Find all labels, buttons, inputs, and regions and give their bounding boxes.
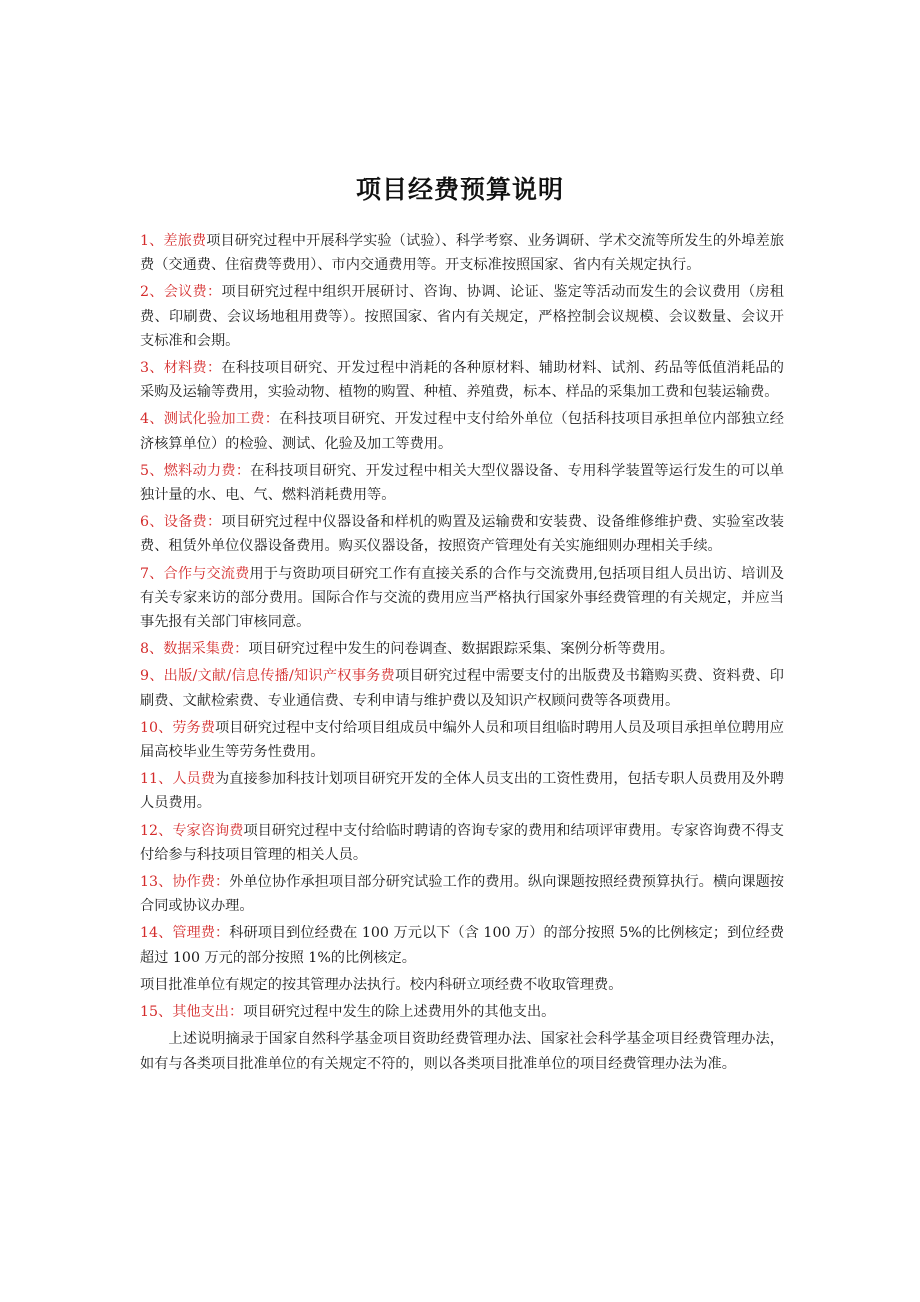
item-label: 9、出版/文献/信息传播/知识产权事务费 [140,668,395,685]
item-label: 14、管理费： [140,925,230,942]
item-label: 8、数据采集费： [140,641,249,658]
item-text: 项目研究过程中开展科学实验（试验）、科学考察、业务调研、学术交流等所发生的外埠差旅费（交通费、住宿费等费用）、市内交通费用等。开支标准按照国家、省内有关规定执行。 [140,233,785,274]
item-testing [140,407,784,455]
item-text: 项目研究过程中支付给项目组成员中编外人员和项目组临时聘用人员及项目承担单位聘用应届高校毕业生等劳务性费用。 [140,719,784,761]
item-collaboration [140,870,784,918]
item-personnel [140,767,784,815]
item-text: 项目研究过程中组织开展研讨、咨询、协调、论证、鉴定等活动而发生的会议费用（房租费、印刷费、会议场地租用费等）。按照国家、省内有关规定，严格控制会议规模、会议数量、会议开支标准和会期。 [140,284,784,349]
item-data-collection [140,637,784,661]
item-label: 12、专家咨询费 [140,822,244,839]
item-text: 项目研究过程中发生的除上述费用外的其他支出。 [243,1004,556,1021]
item-label: 2、会议费： [140,284,222,301]
budget-explanation-body [140,229,784,1076]
item-text: 外单位协作承担项目部分研究试验工作的费用。纵向课题按照经费预算执行。横向课题按合同或协议办理。 [140,874,784,915]
item-label: 7、合作与交流费 [140,565,250,582]
item-label: 5、燃料动力费： [140,462,251,479]
item-expert-consulting [140,819,784,867]
item-text: 项目研究过程中仪器设备和样机的购置及运输费和安装费、设备维修维护费、实验室改装费、租赁外单位仪器设备费用。购买仪器设备，按照资产管理处有关实施细则办理相关手续。 [140,514,784,555]
item-label: 11、人员费 [140,771,215,788]
item-equipment [140,510,784,558]
item-travel [140,229,784,277]
page-title: 项目经费预算说明 [355,175,564,204]
item-text: 项目研究过程中需要支付的出版费及书籍购买费、资料费、印刷费、文献检索费、专业通信费、专利申请与维护费以及知识产权顾问费等各项费用。 [140,668,784,709]
item-text: 在科技项目研究、开发过程中相关大型仪器设备、专用科学装置等运行发生的可以单独计量的水、电、气、燃料消耗费用等。 [140,462,784,504]
item-publication [140,664,784,712]
item-label: 4、测试化验加工费： [140,411,280,428]
item-label: 15、其他支出： [140,1004,244,1021]
item-materials [140,356,784,404]
item-label: 3、材料费： [140,360,222,377]
item-text: 在科技项目研究、开发过程中消耗的各种原材料、辅助材料、试剂、药品等低值消耗品的采购及运输等费用，实验动物、植物的购置、种植、养殖费，标本、样品的采集加工费和包装运输费。 [140,360,784,401]
item-text: 科研项目到位经费在 100 万元以下（含 100 万）的部分按照 5%的比例核定；到位经费超过 100 万元的部分按照 1%的比例核定。 [140,925,785,966]
item-management [140,921,784,969]
item-fuel-power [140,459,784,507]
item-text: 在科技项目研究、开发过程中支付给外单位（包括科技项目承担单位内部独立经济核算单位）的检验、测试、化验及加工等费用。 [140,411,784,452]
closing-paragraph: 上述说明摘录于国家自然科学基金项目资助经费管理办法、国家社会科学基金项目经费管理办法，如有与各类项目批准单位的有关规定不符的，则以各类项目批准单位的项目经费管理办法为准。 [140,1031,784,1072]
item-label: 1、差旅费 [140,233,207,249]
item-text: 项目研究过程中发生的问卷调查、数据跟踪采集、案例分析等费用。 [248,641,674,658]
management-note: 项目批准单位有规定的按其管理办法执行。校内科研立项经费不收取管理费。 [140,976,623,993]
item-labor [140,716,784,764]
item-cooperation [140,562,784,635]
item-other [140,1000,784,1024]
item-label: 10、劳务费 [140,719,215,736]
item-label: 6、设备费： [140,514,222,531]
item-label: 13、协作费： [140,874,230,891]
item-text: 用于与资助项目研究工作有直接关系的合作与交流费用,包括项目组人员出访、培训及有关专家来访的部分费用。国际合作与交流的费用应当严格执行国家外事经费管理的有关规定，并应当事先报有关部门审核同意。 [140,565,785,631]
item-text: 项目研究过程中支付给临时聘请的咨询专家的费用和结项评审费用。专家咨询费不得支付给参与科技项目管理的相关人员。 [140,822,784,863]
item-meeting [140,280,784,353]
item-text: 为直接参加科技计划项目研究开发的全体人员支出的工资性费用，包括专职人员费用及外聘人员费用。 [140,771,784,812]
